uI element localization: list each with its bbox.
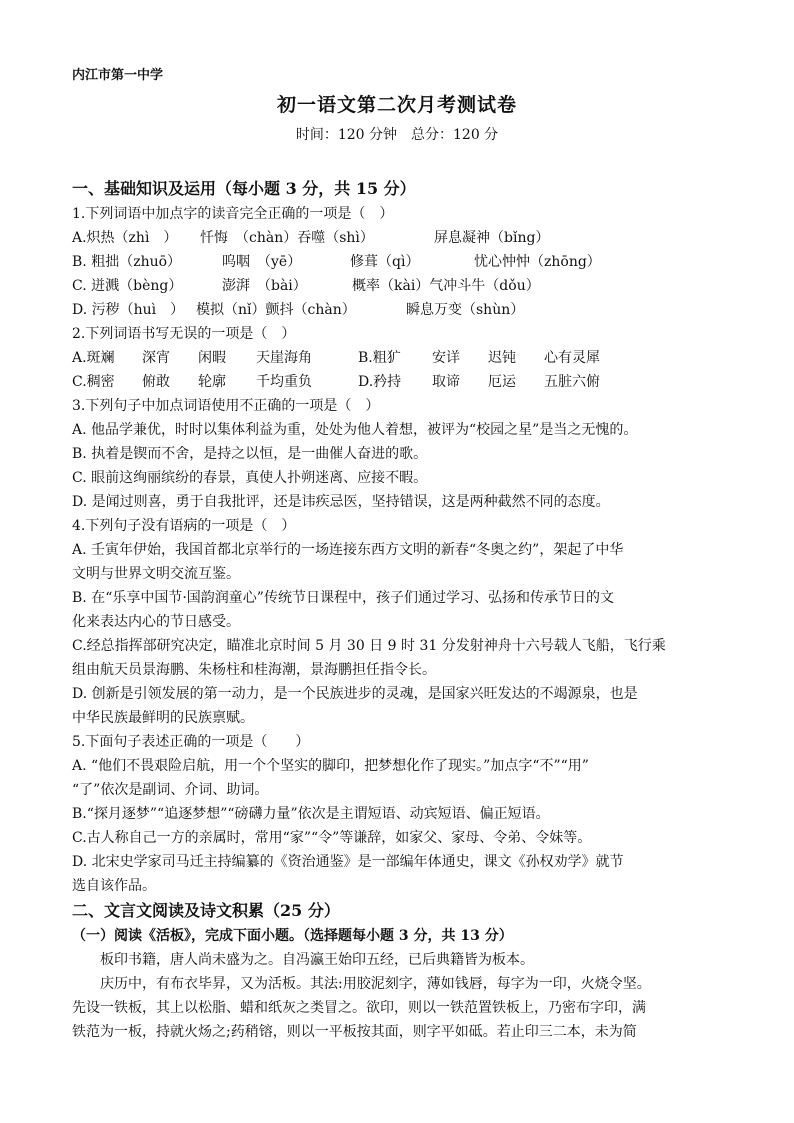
passage-line: 先设一铁板，其上以松脂、蜡和纸灰之类冒之。欲印，则以一铁范置铁板上，乃密布字印，满 [72, 1000, 646, 1016]
option-item: 取谛 [432, 374, 460, 390]
passage-paragraph: 庆历中，有布衣毕昇，又为活板。其法:用胶泥刻字，薄如钱唇，每字为一印，火烧令坚。 [100, 976, 651, 992]
question-stem: 1.下列词语中加点字的读音完全正确的一项是（ ） [72, 206, 394, 222]
school-name: 内江市第一中学 [72, 68, 164, 83]
option-item: 忏悔 （chàn）吞噬（shì） [200, 230, 374, 246]
option-item: B. 粗拙（zhuō） [72, 254, 182, 270]
option-row [72, 298, 732, 322]
option-item: 厄运 [488, 374, 516, 390]
option-d: D. 是闻过则喜，勇于自我批评，还是讳疾忌医，坚持错误，这是两种截然不同的态度。 [72, 494, 610, 510]
section-heading: 一、基础知识及运用（每小题 3 分，共 15 分） [72, 179, 416, 198]
option-item: 俯敢 [142, 374, 170, 390]
option-item: 修葺（qì） [350, 254, 420, 270]
option-item: 呜咽 （yē） [222, 254, 302, 270]
option-d-cont: 选自该作品。 [72, 878, 156, 894]
question-stem: 5.下面句子表述正确的一项是（ ） [72, 734, 310, 750]
option-b: B. 执着是锲而不舍，是持之以恒，是一曲催人奋进的歌。 [72, 446, 428, 462]
passage-line: 铁范为一板，持就火炀之;药稍镕，则以一平板按其面，则字平如砥。若止印三二本，未为简 [72, 1024, 637, 1040]
subsection-heading: （一）阅读《活板》，完成下面小题。（选择题每小题 3 分，共 13 分） [72, 928, 513, 944]
option-c: C. 眼前这绚丽缤纷的春景，真使人扑朔迷离、应接不暇。 [72, 470, 428, 486]
option-item: 忧心忡忡（zhōng） [474, 254, 601, 270]
option-d: D. 创新是引领发展的第一动力，是一个民族进步的灵魂，是国家兴旺发达的不竭源泉，也是 [72, 686, 638, 702]
option-d-cont: 中华民族最鲜明的民族禀赋。 [72, 710, 254, 726]
option-item: 天崖海角 [256, 350, 312, 366]
option-item: 概率（kài）气冲斗牛（dǒu） [352, 278, 540, 294]
option-a: A. 壬寅年伊始，我国首都北京举行的一场连接东西方文明的新春“冬奥之约”，架起了中华 [72, 542, 624, 558]
option-item: 澎湃 （bài） [222, 278, 307, 294]
option-item: 迟钝 [488, 350, 516, 366]
option-item: 模拟（nǐ）颤抖（chàn） [196, 302, 356, 318]
option-item: D.矜持 [358, 374, 402, 390]
option-item: A.斑斓 [72, 350, 115, 366]
option-item: 五脏六俯 [544, 374, 600, 390]
option-item: C.稠密 [72, 374, 115, 390]
exam-content [72, 176, 732, 1044]
option-row [72, 226, 732, 250]
option-item: D. 污秽（huì ） [72, 302, 185, 318]
passage-paragraph: 板印书籍，唐人尚未盛为之。自冯瀛王始印五经，已后典籍皆为板本。 [100, 952, 534, 968]
option-a-cont: “了”依次是副词、介词、助词。 [72, 782, 269, 798]
option-row [72, 250, 732, 274]
option-c: C.古人称自己一方的亲属时，常用“家”“令”等谦辞，如家父、家母、令弟、令妹等。 [72, 830, 592, 846]
question-stem: 2.下列词语书写无误的一项是（ ） [72, 326, 296, 342]
option-row [72, 370, 732, 394]
option-item: 心有灵犀 [544, 350, 600, 366]
option-a-cont: 文明与世界文明交流互鉴。 [72, 566, 240, 582]
option-item: 千均重负 [256, 374, 312, 390]
exam-subtitle: 时间：120 分钟 总分：120 分 [295, 127, 499, 143]
option-c-cont: 组由航天员景海鹏、朱杨柱和桂海潮，景海鹏担任指令长。 [72, 662, 436, 678]
option-d: D. 北宋史学家司马迁主持编纂的《资治通鉴》是一部编年体通史，课文《孙权劝学》就节 [72, 854, 624, 870]
question-stem: 3.下列句子中加点词语使用不正确的一项是（ ） [72, 398, 380, 414]
option-b: B.“探月逐梦”“追逐梦想”“磅礴力量”依次是主谓短语、动宾短语、偏正短语。 [72, 806, 550, 822]
option-row [72, 346, 732, 370]
question-stem: 4.下列句子没有语病的一项是（ ） [72, 518, 296, 534]
option-item: A.炽热（zhì ） [72, 230, 178, 246]
option-item: 深宵 [142, 350, 170, 366]
option-item: 瞬息万变（shùn） [406, 302, 525, 318]
section-heading: 二、文言文阅读及诗文积累（25 分） [72, 901, 340, 920]
option-item: 轮廓 [198, 374, 226, 390]
option-a: A. “他们不畏艰险启航，用一个个坚实的脚印，把梦想化作了现实。”加点字“不”“用” [72, 758, 589, 774]
option-item: 安详 [432, 350, 460, 366]
option-item: B.粗犷 [358, 350, 401, 366]
option-item: 闲暇 [198, 350, 226, 366]
option-a: A. 他品学兼优，时时以集体利益为重，处处为他人着想，被评为“校园之星”是当之无愧的。 [72, 422, 638, 438]
option-b: B. 在“乐享中国节·国韵润童心”传统节日课程中，孩子们通过学习、弘扬和传承节日的文 [72, 590, 614, 606]
option-item: 屏息凝神（bǐng） [434, 230, 550, 246]
option-row [72, 274, 732, 298]
option-c: C.经总指挥部研究决定，瞄准北京时间 5 月 30 日 9 时 31 分发射神舟十六号载人飞船，飞行乘 [72, 638, 666, 654]
exam-title: 初一语文第二次月考测试卷 [276, 94, 517, 116]
option-item: C. 迸溅（bèng） [72, 278, 183, 294]
option-b-cont: 化来表达内心的节日感受。 [72, 614, 240, 630]
